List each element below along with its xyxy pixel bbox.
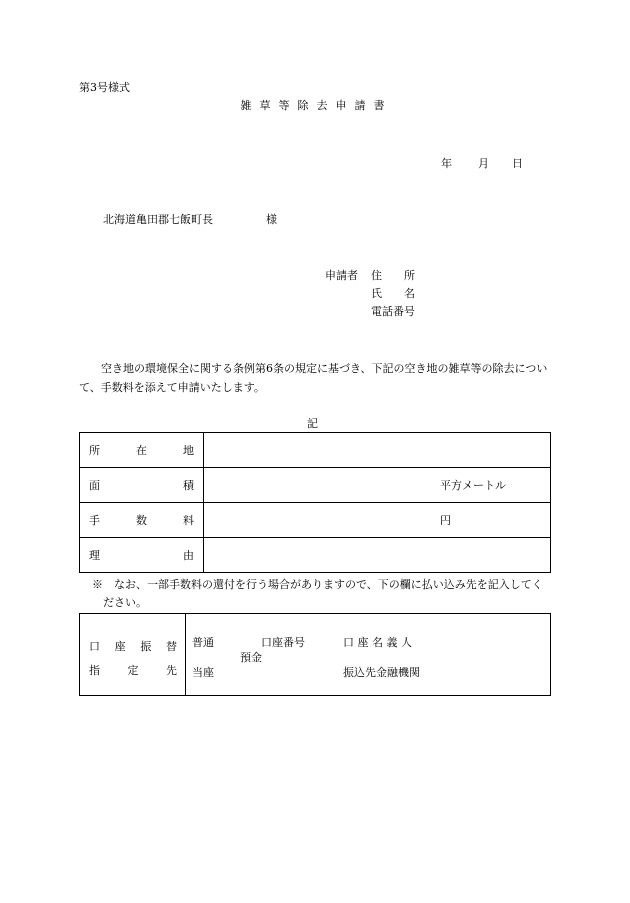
account-holder-label: 口 座 名 義 人 xyxy=(343,636,412,649)
form-number: 第3号様式 xyxy=(79,81,130,94)
account-type-touza[interactable]: 当座 xyxy=(192,666,214,679)
table-row xyxy=(80,468,551,503)
label-char: 口 xyxy=(89,640,100,653)
table-row xyxy=(80,433,551,468)
label-char: 替 xyxy=(165,640,177,653)
label-char: 定 xyxy=(127,664,139,677)
account-type-yokin: 預金 xyxy=(240,651,262,664)
label-char: 振 xyxy=(140,640,152,653)
label-char: 地 xyxy=(183,444,194,457)
bank-label-cell xyxy=(80,614,186,695)
account-number-label: 口座番号 xyxy=(261,636,305,649)
table-row xyxy=(80,538,551,573)
date-month: 月 xyxy=(478,157,489,170)
bank-name-label: 振込先金融機関 xyxy=(343,666,420,679)
fee-label xyxy=(80,503,204,538)
area-label xyxy=(80,468,204,503)
label-char: 面 xyxy=(89,479,100,492)
applicant-phone-label: 電話番号 xyxy=(371,305,415,318)
label-char: 所 xyxy=(89,444,100,457)
document-title: 雑草等除去申請書 xyxy=(240,99,393,112)
location-value[interactable] xyxy=(204,433,551,468)
label-char: 先 xyxy=(166,664,177,677)
reason-value[interactable] xyxy=(204,538,551,573)
account-type-futsuu[interactable]: 普通 xyxy=(192,636,214,649)
honorific: 様 xyxy=(266,213,277,226)
label-char: 指 xyxy=(89,664,100,677)
label-char: 数 xyxy=(136,514,147,527)
location-label xyxy=(80,433,204,468)
record-mark: 記 xyxy=(307,417,318,430)
applicant-name-label: 氏 名 xyxy=(371,287,415,300)
label-char: 在 xyxy=(136,444,147,457)
label-char: 料 xyxy=(183,514,194,527)
table-row xyxy=(80,503,551,538)
label-char: 理 xyxy=(89,549,100,562)
bank-transfer-box xyxy=(79,613,551,696)
info-table xyxy=(79,432,551,573)
addressee: 北海道亀田郡七飯町長 xyxy=(103,213,213,226)
fee-value[interactable] xyxy=(204,503,551,538)
area-unit: 平方メートル xyxy=(440,479,506,492)
body-text: 空き地の環境保全に関する条例第6条の規定に基づき、下記の空き地の雑草等の除去について、手数料を添えて申請いたします。 xyxy=(79,362,548,394)
refund-note: ※ なお、一部手数料の還付を行う場合がありますので、下の欄に払い込み先を記入してください。 xyxy=(92,578,543,609)
label-char: 座 xyxy=(114,640,126,653)
applicant-label: 申請者 xyxy=(325,269,358,282)
reason-label xyxy=(80,538,204,573)
label-char: 積 xyxy=(183,479,194,492)
label-char: 手 xyxy=(89,514,100,527)
date-year: 年 xyxy=(441,157,452,170)
date-day: 日 xyxy=(512,157,523,170)
label-char: 由 xyxy=(183,549,194,562)
area-value[interactable] xyxy=(204,468,551,503)
fee-unit: 円 xyxy=(440,514,451,527)
applicant-address-label: 住 所 xyxy=(371,269,415,282)
